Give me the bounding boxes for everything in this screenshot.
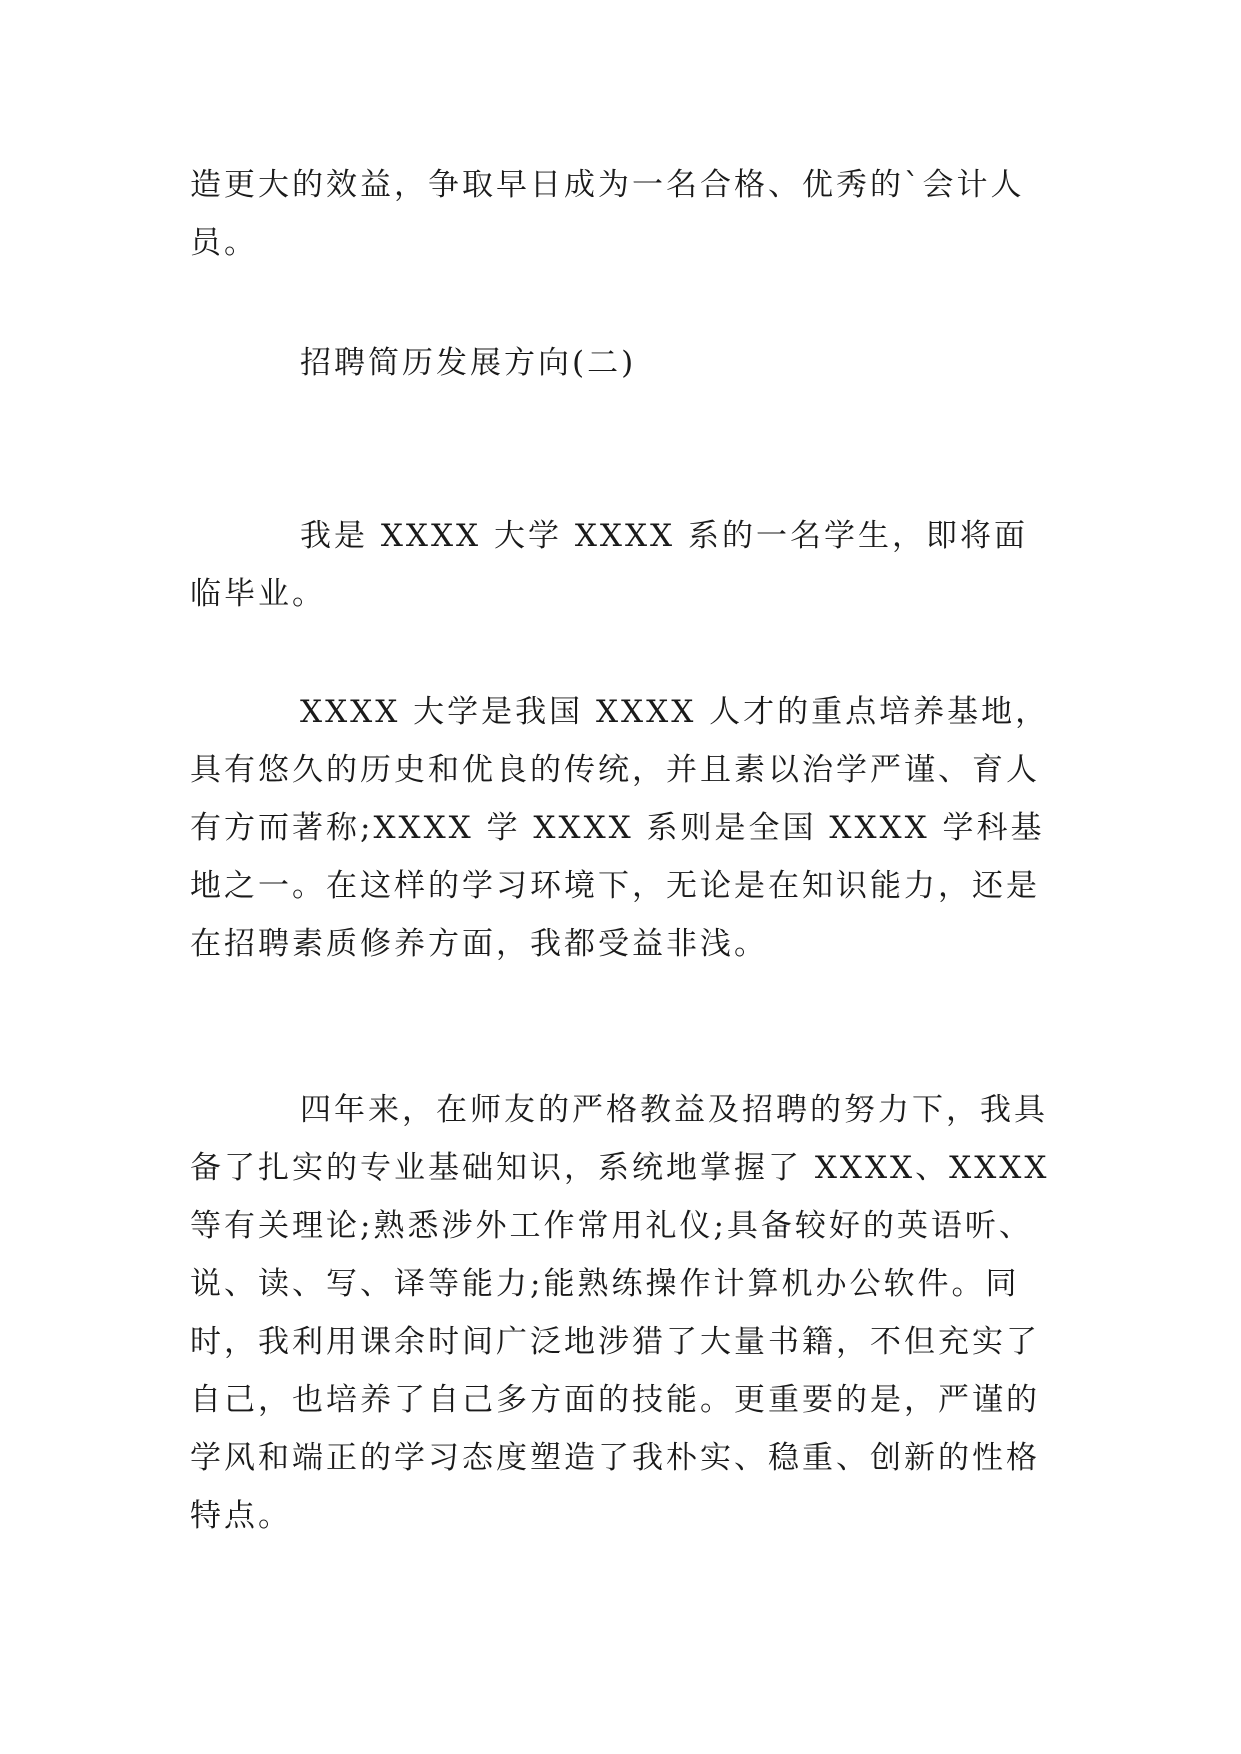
intro-paragraph: 我是 XXXX 大学 XXXX 系的一名学生，即将面临毕业。 (190, 518, 1028, 612)
four-years-paragraph: 四年来，在师友的严格教益及招聘的努力下，我具备了扎实的专业基础知识，系统地掌握了 XXXX、XXXX 等有关理论;熟悉涉外工作常用礼仪;具备较好的英语听、说、读、写、译等能力;能熟练操作计算机办公软件。同时，我利用课余时间广泛地涉猎了大量书籍，不但充实了自己，也培养了自己多方面的技能。更重要的是，严谨的学风和端正的学习态度塑造了我朴实、稳重、创新的性格特点。 (190, 1092, 1050, 1534)
continuation-paragraph: 造更大的效益，争取早日成为一名合格、优秀的`会计人员。 (190, 167, 1025, 261)
university-paragraph: XXXX 大学是我国 XXXX 人才的重点培养基地，具有悠久的历史和优良的传统，并且素以治学严谨、育人有方而著称;XXXX 学 XXXX 系则是全国 XXXX 学科基地之一。在这样的学习环境下，无论是在知识能力，还是在招聘素质修养方面，我都受益非浅。 (190, 694, 1050, 962)
section-heading: 招聘简历发展方向(二) (300, 345, 637, 381)
